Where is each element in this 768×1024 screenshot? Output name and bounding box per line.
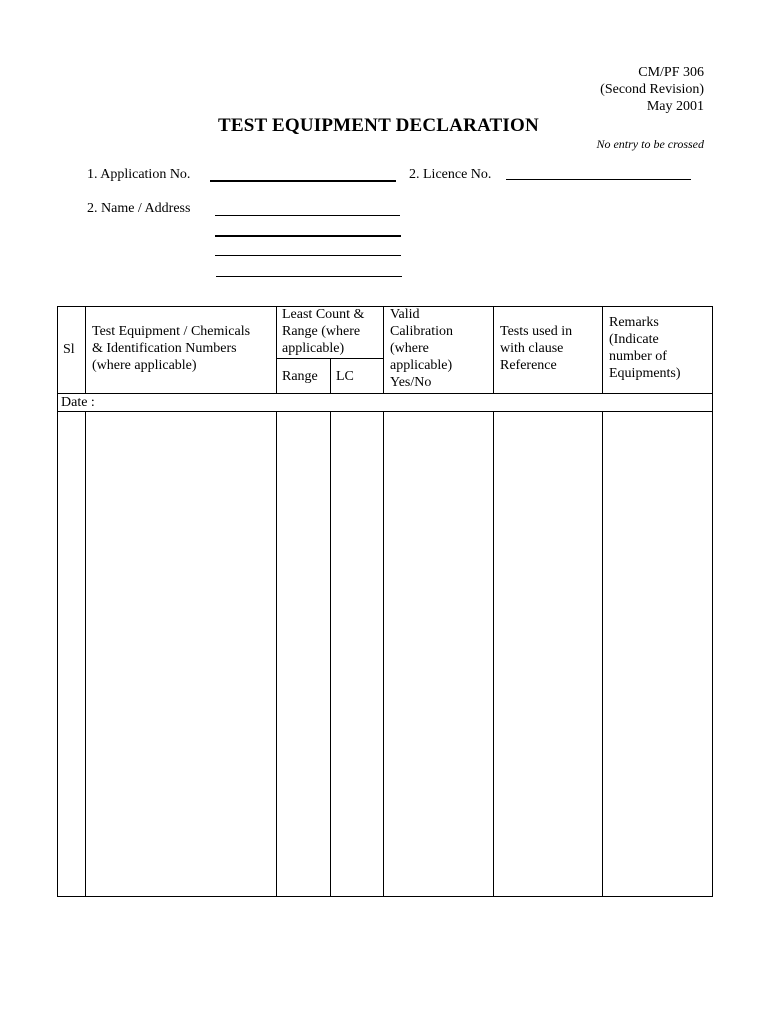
header-tests: Tests used in with clause Reference — [500, 324, 573, 373]
licence-no-field[interactable] — [506, 179, 691, 180]
cell-equipment-entry[interactable] — [86, 412, 276, 896]
header-equipment: Test Equipment / Chemicals & Identification Numbers (where applicable) — [92, 324, 251, 373]
cell-lc-entry[interactable] — [331, 412, 383, 896]
col-rule-equipment — [276, 306, 277, 393]
cell-tests-entry[interactable] — [494, 412, 602, 896]
form-revision: (Second Revision) — [600, 82, 704, 97]
col-rule-lc — [383, 306, 384, 393]
licence-no-label: 2. Licence No. — [409, 167, 492, 182]
application-no-field[interactable] — [210, 180, 396, 182]
name-address-field-line-1[interactable] — [215, 215, 400, 216]
form-date: May 2001 — [646, 99, 704, 114]
name-address-field-line-3[interactable] — [215, 255, 401, 256]
form-ref-block — [600, 64, 704, 115]
header-least-count: Least Count & Range (where applicable) — [282, 307, 365, 356]
page-title: TEST EQUIPMENT DECLARATION — [218, 115, 539, 136]
name-address-field-line-2[interactable] — [215, 235, 401, 237]
cell-sl-entry[interactable] — [57, 412, 85, 896]
form-code: CM/PF 306 — [638, 65, 704, 80]
header-sl: Sl — [63, 342, 75, 357]
header-remarks: Remarks (Indicate number of Equipments) — [609, 315, 681, 381]
equipment-table — [57, 306, 713, 897]
col-rule-tests — [602, 306, 603, 393]
col-rule-sl — [85, 306, 86, 393]
col-rule-calibration — [493, 306, 494, 393]
col-rule-range — [330, 358, 331, 393]
header-calibration: Valid Calibration (where applicable) Yes/No — [390, 307, 453, 390]
cell-calibration-entry[interactable] — [384, 412, 493, 896]
date-label: Date : — [61, 395, 95, 410]
header-bottom-rule — [57, 393, 713, 394]
header-lc: LC — [336, 369, 354, 384]
no-entry-note: No entry to be crossed — [596, 137, 704, 151]
cell-remarks-entry[interactable] — [603, 412, 711, 896]
application-no-label: 1. Application No. — [87, 167, 191, 182]
name-address-label: 2. Name / Address — [87, 201, 191, 216]
name-address-field-line-4[interactable] — [216, 276, 402, 277]
cell-range-entry[interactable] — [277, 412, 330, 896]
header-range: Range — [282, 369, 318, 384]
